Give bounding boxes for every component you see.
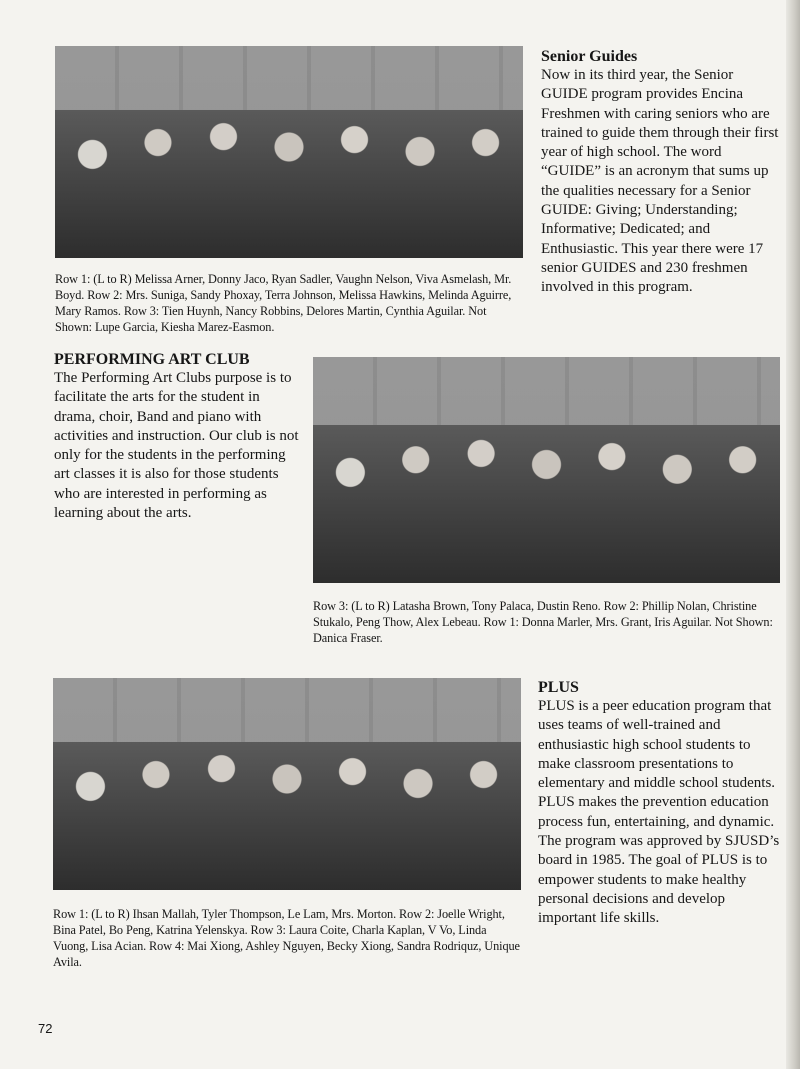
plus-caption: Row 1: (L to R) Ihsan Mallah, Tyler Thompson, Le Lam, Mrs. Morton. Row 2: Joelle Wright, Bina Patel, Bo Peng, Katrina Yelenskya. Row 3: Laura Coite, Charla Kaplan, V Vo, Linda Vuong, Lisa Acian. Row 4: Mai Xiong, Ashley Nguyen, Becky Xiong, Sandra Rodriquz, Unique Avila.: [53, 907, 520, 969]
plus-group-photo: [53, 678, 521, 890]
performing-art-club-body: The Performing Art Clubs purpose is to facilitate the arts for the student in drama, choir, Band and piano with activities and instruction. Our club is not only for the students in the performing art classes it is also for those students who are interested in performing as learning about the arts.: [54, 370, 299, 522]
senior-guides-title: Senior Guides: [541, 48, 638, 65]
senior-guides-body: Now in its third year, the Senior GUIDE program provides Encina Freshmen with caring seniors who are trained to guide them through their first year of high school. The word “GUIDE” is an acronym that sums up the qualities necessary for a Senior GUIDE: Giving; Understanding; Informative; Dedicated; and Enthusiastic. This year there were 17 senior GUIDES and 230 freshmen involved in this program.: [541, 67, 779, 296]
senior-guides-group-photo: [55, 46, 523, 258]
performing-art-club-group-photo: [313, 357, 780, 583]
plus-title: PLUS: [538, 679, 579, 696]
performing-art-club-caption: Row 3: (L to R) Latasha Brown, Tony Palaca, Dustin Reno. Row 2: Phillip Nolan, Christine Stukalo, Peng Thow, Alex Lebeau. Row 1: Donna Marler, Mrs. Grant, Iris Aguilar. Not Shown: Danica Fraser.: [313, 599, 773, 645]
page-edge: [786, 0, 800, 1069]
plus-body: PLUS is a peer education program that uses teams of well-trained and enthusiastic high school students to make classroom presentations to elementary and middle school students. PLUS makes the prevention education process fun, entertaining, and dynamic. The program was approved by SJUSD’s board in 1985. The goal of PLUS is to empower students to make healthy personal decisions and develop important life skills.: [538, 698, 780, 927]
page-number: 72: [38, 1021, 53, 1036]
performing-art-club-title: PERFORMING ART CLUB: [54, 351, 250, 368]
senior-guides-caption: Row 1: (L to R) Melissa Arner, Donny Jaco, Ryan Sadler, Vaughn Nelson, Viva Asmelash, Mr. Boyd. Row 2: Mrs. Suniga, Sandy Phoxay, Terra Johnson, Melissa Hawkins, Melinda Aguirre, Mary Ramos. Row 3: Tien Huynh, Nancy Robbins, Delores Martin, Cynthia Aguilar. Not Shown: Lupe Garcia, Kiesha Marez-Easmon.: [55, 272, 512, 334]
